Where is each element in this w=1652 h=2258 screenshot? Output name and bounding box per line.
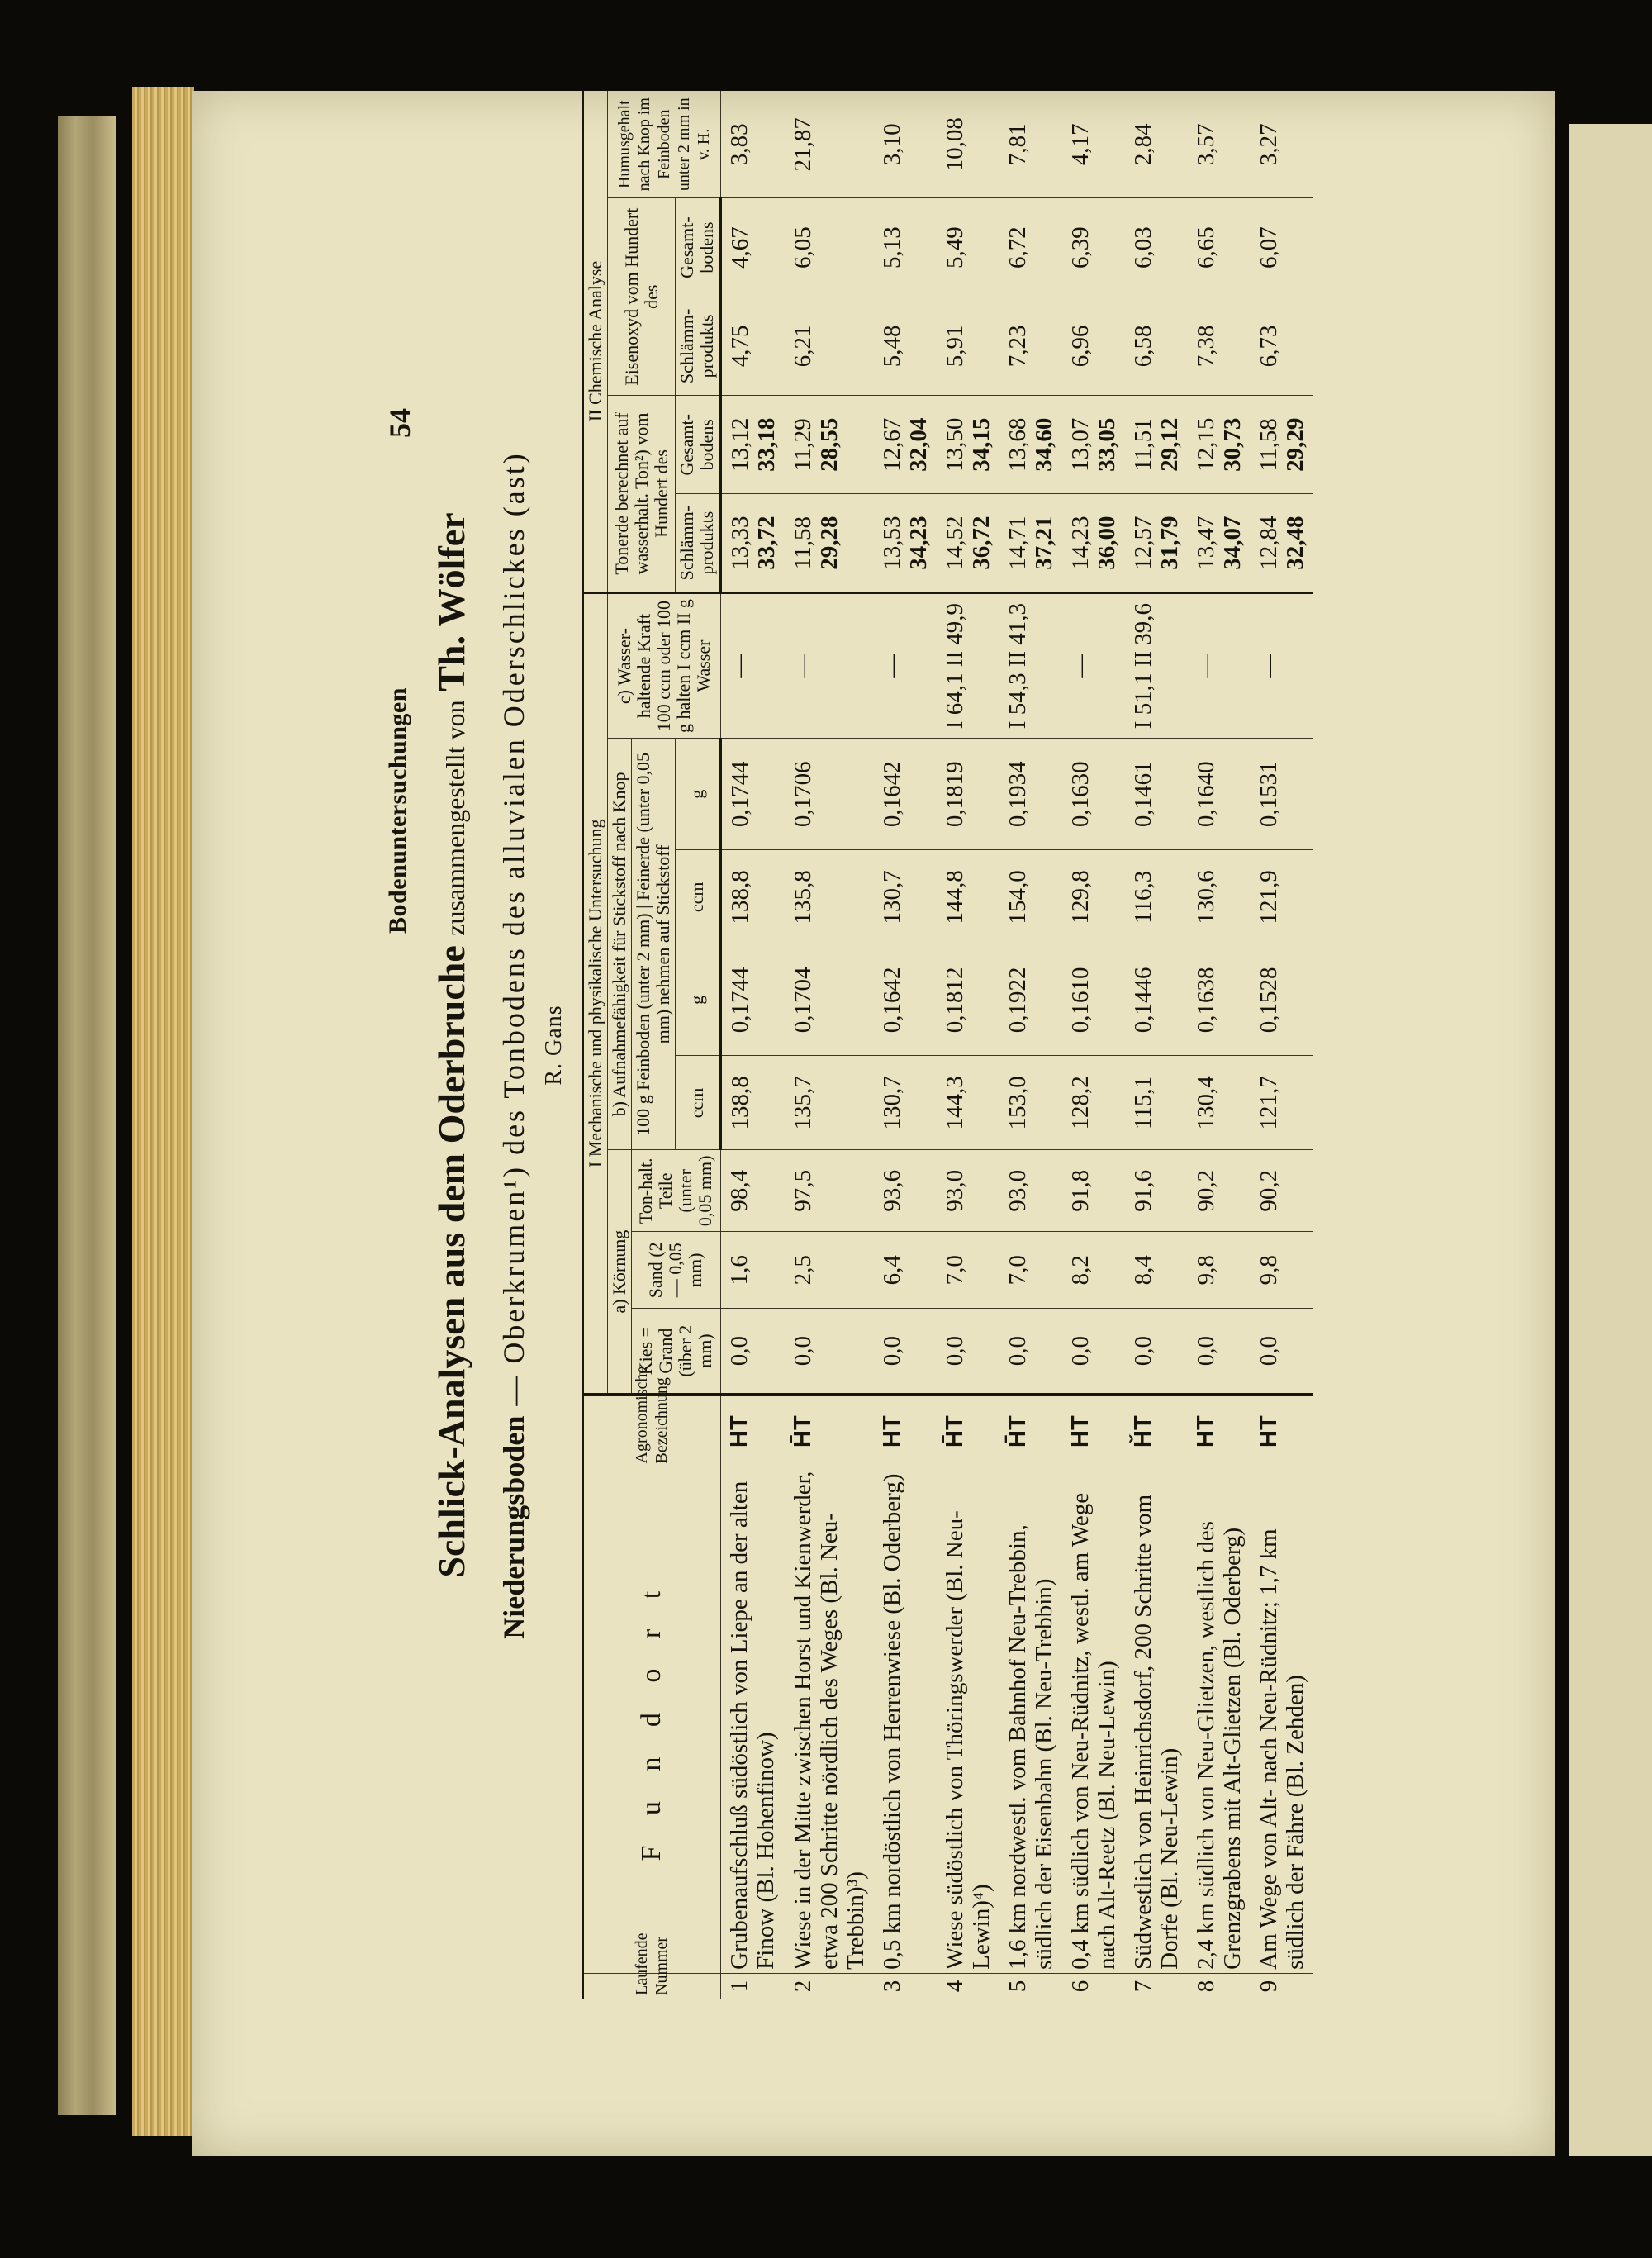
page-number: 54 <box>383 408 416 438</box>
eisen-gesamt-cell: 4,67 <box>720 198 785 297</box>
tonerde-schlamm-cell-bold-value: 34,07 <box>1219 516 1246 570</box>
rotated-page-content <box>376 91 1652 1999</box>
feinboden-g-cell: 0,1528 <box>1251 944 1313 1056</box>
feinboden-ccm-cell: 144,3 <box>937 1056 999 1150</box>
kies-cell: 0,0 <box>1188 1309 1251 1395</box>
tonerde-schlamm-cell <box>1251 494 1313 592</box>
row-number: 1 <box>720 1973 785 1999</box>
tonerde-gesamt-cell-value: 11,29 <box>790 418 816 472</box>
humus-cell: 3,27 <box>1251 91 1313 198</box>
fundort-cell: Wiese in der Mitte zwischen Horst und Kienwerder, etwa 200 Schritte nördlich des Weges (Bl. Neu-Trebbin)³) <box>785 1467 874 1973</box>
bezeichnung-cell: H̄T <box>999 1395 1062 1467</box>
tonerde-gesamt-cell <box>1251 396 1313 494</box>
col-humus: Humusgehalt nach Knop im Feinboden unter 2 mm in v. H. <box>608 91 721 198</box>
ton-cell: 93,6 <box>874 1150 937 1232</box>
feinerde-ccm-cell: 121,9 <box>1251 850 1313 944</box>
analysis-table <box>582 91 1313 1999</box>
page-subtitle <box>496 91 531 1999</box>
tonerde-gesamt-cell <box>1125 396 1188 494</box>
tonerde-gesamt-cell-value: 13,68 <box>1004 417 1031 472</box>
tonerde-schlamm-cell-bold-value: 31,79 <box>1156 516 1183 570</box>
tonerde-gesamt-cell-value: 13,50 <box>942 417 968 472</box>
row-number: 6 <box>1062 1973 1125 1999</box>
humus-cell: 10,08 <box>937 91 999 198</box>
row-number: 7 <box>1125 1973 1188 1999</box>
aufnahme-nehmen: nehmen auf <box>653 920 673 1005</box>
tonerde-gesamt-cell-bold-value: 33,18 <box>753 417 780 472</box>
tonerde-gesamt-cell-value: 13,07 <box>1067 417 1094 472</box>
humus-cell: 4,17 <box>1062 91 1125 198</box>
tonerde-gesamt-cell-value: 11,51 <box>1130 418 1156 472</box>
kies-cell: 0,0 <box>999 1309 1062 1395</box>
feinerde-ccm-cell: 129,8 <box>1062 850 1125 944</box>
subgroup-eisenoxyd: Eisenoxyd vom Hundert des <box>608 198 676 396</box>
row-number: 5 <box>999 1973 1062 1999</box>
tonerde-schlamm-cell-value: 13,33 <box>727 516 753 570</box>
wasser-cell: — <box>720 592 785 739</box>
tonerde-schlamm-cell-bold-value: 34,23 <box>905 516 932 570</box>
book-spine <box>132 87 194 2136</box>
feinboden-g-cell: 0,1744 <box>720 944 785 1056</box>
wasser-sub: 100 ccm oder 100 g halten I ccm II g Wasser <box>653 599 714 733</box>
title-author: Th. Wölfer <box>430 512 472 692</box>
humus-cell: 3,83 <box>720 91 785 198</box>
wasser-cell: I 51,1 II 39,6 <box>1125 592 1188 739</box>
sand-cell: 8,2 <box>1062 1232 1125 1309</box>
aufnahme-feinerde: Feinerde (unter 0,05 mm) <box>633 752 673 1044</box>
row-number: 9 <box>1251 1973 1313 1999</box>
eisen-schlamm-cell: 7,23 <box>999 297 1062 395</box>
tonerde-schlamm-cell <box>937 494 999 592</box>
bezeichnung-cell: HT <box>874 1395 937 1467</box>
row-number: 2 <box>785 1973 874 1999</box>
tonerde-schlamm-cell <box>999 494 1062 592</box>
feinboden-g-cell: 0,1638 <box>1188 944 1251 1056</box>
col-fb-ccm: ccm <box>676 1056 721 1150</box>
subgroup-aufnahme: b) Aufnahmefähigkeit für Stickstoff nach Knop <box>608 739 632 1150</box>
tonerde-schlamm-cell-value: 11,58 <box>790 516 816 570</box>
tonerde-schlamm-cell-value: 14,23 <box>1067 516 1094 570</box>
page-title <box>430 91 473 1999</box>
feinboden-g-cell: 0,1704 <box>785 944 874 1056</box>
table-row <box>1188 91 1251 1999</box>
tonerde-gesamt-cell-bold-value: 29,12 <box>1156 417 1183 472</box>
subtitle-rest: — Oberkrumen¹) des Tonbodens des alluvialen Oderschlickes (ast) <box>497 451 530 1406</box>
col-eisen-schlamm: Schlämm-produkts <box>676 297 721 395</box>
row-number: 4 <box>937 1973 999 1999</box>
wasser-cell: — <box>1062 592 1125 739</box>
feinerde-g-cell: 0,1531 <box>1251 739 1313 850</box>
tonerde-gesamt-cell-bold-value: 28,55 <box>816 417 843 472</box>
analyst: R. Gans <box>541 1005 567 1086</box>
wasser-cell: I 64,1 II 49,9 <box>937 592 999 739</box>
humus-cell: 7,81 <box>999 91 1062 198</box>
feinerde-ccm-cell: 130,7 <box>874 850 937 944</box>
sand-cell: 7,0 <box>999 1232 1062 1309</box>
col-agronomische-bezeichnung: Agronomische Bezeichnung <box>583 1395 720 1467</box>
subgroup-koernung: a) Körnung <box>608 1150 632 1395</box>
title-small: zusammengestellt von <box>440 700 470 936</box>
ton-cell: 93,0 <box>999 1150 1062 1232</box>
tonerde-gesamt-cell-bold-value: 30,73 <box>1219 417 1246 472</box>
feinerde-ccm-cell: 154,0 <box>999 850 1062 944</box>
tonerde-schlamm-cell <box>1188 494 1251 592</box>
table-row <box>785 91 874 1999</box>
tonerde-gesamt-cell-value: 13,12 <box>727 417 753 472</box>
kies-cell: 0,0 <box>1125 1309 1188 1395</box>
feinerde-g-cell: 0,1744 <box>720 739 785 850</box>
feinerde-g-cell: 0,1461 <box>1125 739 1188 850</box>
sand-cell: 7,0 <box>937 1232 999 1309</box>
eisen-schlamm-cell: 6,21 <box>785 297 874 395</box>
eisen-schlamm-cell: 6,73 <box>1251 297 1313 395</box>
col-fe-ccm: ccm <box>676 850 721 944</box>
tonerde-gesamt-cell-bold-value: 32,04 <box>905 417 932 472</box>
ton-cell: 90,2 <box>1251 1150 1313 1232</box>
row-number: 3 <box>874 1973 937 1999</box>
col-tonhalt: Ton-halt. Teile (unter 0,05 mm) <box>632 1150 721 1232</box>
feinboden-ccm-cell: 138,8 <box>720 1056 785 1150</box>
eisen-gesamt-cell: 6,07 <box>1251 198 1313 297</box>
feinerde-g-cell: 0,1630 <box>1062 739 1125 850</box>
wasser-cell: — <box>785 592 874 739</box>
feinboden-g-cell: 0,1922 <box>999 944 1062 1056</box>
tonerde-schlamm-cell-bold-value: 29,28 <box>816 516 843 570</box>
tonerde-schlamm-cell <box>1062 494 1125 592</box>
tonerde-gesamt-cell-bold-value: 33,05 <box>1094 417 1120 472</box>
book-page-edges <box>58 116 116 2115</box>
kies-cell: 0,0 <box>1251 1309 1313 1395</box>
feinerde-ccm-cell: 138,8 <box>720 850 785 944</box>
sand-cell: 6,4 <box>874 1232 937 1309</box>
running-head: Bodenuntersuchungen <box>384 687 411 934</box>
sand-cell: 9,8 <box>1188 1232 1251 1309</box>
feinerde-g-cell: 0,1819 <box>937 739 999 850</box>
tonerde-gesamt-cell-value: 12,67 <box>879 417 905 472</box>
tonerde-schlamm-cell <box>785 494 874 592</box>
ton-cell: 93,0 <box>937 1150 999 1232</box>
col-laufende-nummer: Laufende Nummer <box>583 1973 720 1999</box>
fundort-cell: 1,6 km nordwestl. vom Bahnhof Neu-Trebbin, südlich der Eisenbahn (Bl. Neu-Trebbin) <box>999 1467 1062 1973</box>
fundort-cell: Südwestlich von Heinrichsdorf, 200 Schritte vom Dorfe (Bl. Neu-Lewin) <box>1125 1467 1188 1973</box>
aufnahme-stickstoff: Stickstoff <box>653 844 673 915</box>
feinerde-ccm-cell: 144,8 <box>937 850 999 944</box>
title-bold: Schlick-Analysen aus dem Oderbruche <box>430 945 472 1578</box>
col-kies: Kies = Grand (über 2 mm) <box>632 1309 721 1395</box>
feinboden-ccm-cell: 135,7 <box>785 1056 874 1150</box>
aufnahme-sub: 100 g Feinboden (unter 2 mm) | Feinerde (unter 0,05 mm) nehmen auf Stickstoff <box>632 739 676 1150</box>
bezeichnung-cell: HT <box>1188 1395 1251 1467</box>
wasser-cell: — <box>874 592 937 739</box>
subtitle-bold: Niederungsboden <box>497 1415 530 1639</box>
feinboden-ccm-cell: 130,4 <box>1188 1056 1251 1150</box>
tonerde-gesamt-cell-value: 12,15 <box>1193 417 1219 472</box>
tonerde-gesamt-cell-bold-value: 34,15 <box>968 417 995 472</box>
col-sand: Sand (2— 0,05 mm) <box>632 1232 721 1309</box>
sand-cell: 2,5 <box>785 1232 874 1309</box>
tonerde-schlamm-cell-value: 12,57 <box>1130 516 1156 570</box>
bezeichnung-cell: H̄T <box>785 1395 874 1467</box>
aufnahme-feinboden: Feinboden (unter 2 mm) <box>633 913 653 1091</box>
ton-cell: 98,4 <box>720 1150 785 1232</box>
aufnahme-100g: 100 g <box>633 1095 653 1136</box>
tonerde-schlamm-cell <box>1125 494 1188 592</box>
ton-cell: 91,8 <box>1062 1150 1125 1232</box>
tonerde-schlamm-cell-value: 12,84 <box>1256 516 1282 570</box>
bezeichnung-cell: HT <box>1062 1395 1125 1467</box>
wasser-cell: — <box>1188 592 1251 739</box>
tonerde-schlamm-cell-bold-value: 36,72 <box>968 516 995 570</box>
eisen-gesamt-cell: 6,65 <box>1188 198 1251 297</box>
feinboden-g-cell: 0,1446 <box>1125 944 1188 1056</box>
fundort-cell: Wiese südöstlich von Thöringswerder (Bl. Neu-Lewin)⁴) <box>937 1467 999 1973</box>
group-chemische: II Chemische Analyse <box>583 91 608 592</box>
tonerde-schlamm-cell <box>720 494 785 592</box>
col-tonerde-gesamt: Gesamt-bodens <box>676 396 721 494</box>
bezeichnung-cell: ȞT <box>1125 1395 1188 1467</box>
tonerde-schlamm-cell-bold-value: 37,21 <box>1031 516 1057 570</box>
fundort-cell: 0,4 km südlich von Neu-Rüdnitz, westl. am Wege nach Alt-Reetz (Bl. Neu-Lewin) <box>1062 1467 1125 1973</box>
kies-cell: 0,0 <box>937 1309 999 1395</box>
tonerde-schlamm-cell-bold-value: 36,00 <box>1094 516 1120 570</box>
tonerde-gesamt-cell <box>937 396 999 494</box>
eisen-gesamt-cell: 5,49 <box>937 198 999 297</box>
feinerde-g-cell: 0,1640 <box>1188 739 1251 850</box>
wasser-cell: I 54,3 II 41,3 <box>999 592 1062 739</box>
sand-cell: 9,8 <box>1251 1232 1313 1309</box>
tonerde-schlamm-cell-value: 13,47 <box>1193 516 1219 570</box>
kies-cell: 0,0 <box>785 1309 874 1395</box>
table-body <box>720 91 1313 1999</box>
col-fe-g: g <box>676 739 721 850</box>
feinboden-g-cell: 0,1812 <box>937 944 999 1056</box>
eisen-gesamt-cell: 6,39 <box>1062 198 1125 297</box>
table-row <box>1125 91 1188 1999</box>
humus-cell: 3,10 <box>874 91 937 198</box>
eisen-schlamm-cell: 5,91 <box>937 297 999 395</box>
tonerde-gesamt-cell-bold-value: 34,60 <box>1031 417 1057 472</box>
tonerde-gesamt-cell <box>720 396 785 494</box>
fundort-cell: 2,4 km südlich von Neu-Glietzen, westlich des Grenzgrabens mit Alt-Glietzen (Bl. Oderberg) <box>1188 1467 1251 1973</box>
wasser-title: c) Wasser-haltende Kraft <box>613 613 654 719</box>
tonerde-schlamm-cell <box>874 494 937 592</box>
feinerde-ccm-cell: 116,3 <box>1125 850 1188 944</box>
title-block <box>425 91 567 1999</box>
bezeichnung-cell: HT <box>1251 1395 1313 1467</box>
table-row <box>874 91 937 1999</box>
kies-cell: 0,0 <box>874 1309 937 1395</box>
tonerde-schlamm-cell-bold-value: 32,48 <box>1282 516 1308 570</box>
feinboden-g-cell: 0,1610 <box>1062 944 1125 1056</box>
ton-cell: 90,2 <box>1188 1150 1251 1232</box>
col-eisen-gesamt: Gesamt-bodens <box>676 198 721 297</box>
col-fundort: F u n d o r t <box>583 1467 720 1973</box>
page-header <box>376 91 425 1999</box>
group-mechanische: I Mechanische und physikalische Untersuchung <box>583 592 608 1394</box>
eisen-schlamm-cell: 6,58 <box>1125 297 1188 395</box>
humus-cell: 2,84 <box>1125 91 1188 198</box>
sand-cell: 8,4 <box>1125 1232 1188 1309</box>
feinerde-g-cell: 0,1706 <box>785 739 874 850</box>
table-row <box>1062 91 1125 1999</box>
fundort-cell: Am Wege von Alt- nach Neu-Rüdnitz; 1,7 km südlich der Fähre (Bl. Zehden) <box>1251 1467 1313 1973</box>
fundort-cell: Grubenaufschluß südöstlich von Liepe an der alten Finow (Bl. Hohenfinow) <box>720 1467 785 1973</box>
feinerde-g-cell: 0,1934 <box>999 739 1062 850</box>
tonerde-gesamt-cell-bold-value: 29,29 <box>1282 417 1308 472</box>
fundort-cell: 0,5 km nordöstlich von Herrenwiese (Bl. Oderberg) <box>874 1467 937 1973</box>
wasser-cell: — <box>1251 592 1313 739</box>
tonerde-gesamt-cell <box>1188 396 1251 494</box>
subgroup-wasser <box>608 592 721 739</box>
feinboden-ccm-cell: 115,1 <box>1125 1056 1188 1150</box>
eisen-gesamt-cell: 6,05 <box>785 198 874 297</box>
ton-cell: 91,6 <box>1125 1150 1188 1232</box>
table-row <box>720 91 785 1999</box>
feinboden-ccm-cell: 153,0 <box>999 1056 1062 1150</box>
subgroup-tonerde: Tonerde berechnet auf wasserhalt. Ton²) vom Hundert des <box>608 396 676 593</box>
eisen-schlamm-cell: 6,96 <box>1062 297 1125 395</box>
feinboden-ccm-cell: 130,7 <box>874 1056 937 1150</box>
kies-cell: 0,0 <box>1062 1309 1125 1395</box>
feinboden-ccm-cell: 121,7 <box>1251 1056 1313 1150</box>
bezeichnung-cell: HT <box>720 1395 785 1467</box>
eisen-gesamt-cell: 6,03 <box>1125 198 1188 297</box>
humus-cell: 21,87 <box>785 91 874 198</box>
table-row <box>937 91 999 1999</box>
table-row <box>999 91 1062 1999</box>
feinboden-ccm-cell: 128,2 <box>1062 1056 1125 1150</box>
feinerde-g-cell: 0,1642 <box>874 739 937 850</box>
row-number: 8 <box>1188 1973 1251 1999</box>
tonerde-gesamt-cell <box>874 396 937 494</box>
col-fb-g: g <box>676 944 721 1056</box>
eisen-gesamt-cell: 6,72 <box>999 198 1062 297</box>
tonerde-gesamt-cell <box>1062 396 1125 494</box>
tonerde-gesamt-cell <box>999 396 1062 494</box>
tonerde-gesamt-cell <box>785 396 874 494</box>
kies-cell: 0,0 <box>720 1309 785 1395</box>
eisen-gesamt-cell: 5,13 <box>874 198 937 297</box>
eisen-schlamm-cell: 7,38 <box>1188 297 1251 395</box>
sand-cell: 1,6 <box>720 1232 785 1309</box>
tonerde-schlamm-cell-value: 14,71 <box>1004 516 1031 570</box>
tonerde-schlamm-cell-bold-value: 33,72 <box>753 516 780 570</box>
ton-cell: 97,5 <box>785 1150 874 1232</box>
tonerde-schlamm-cell-value: 13,53 <box>879 516 905 570</box>
bezeichnung-cell: H̄T <box>937 1395 999 1467</box>
table-row <box>1251 91 1313 1999</box>
feinerde-ccm-cell: 130,6 <box>1188 850 1251 944</box>
feinerde-ccm-cell: 135,8 <box>785 850 874 944</box>
col-tonerde-schlamm: Schlämm-produkts <box>676 494 721 592</box>
tonerde-gesamt-cell-value: 11,58 <box>1256 418 1282 472</box>
humus-cell: 3,57 <box>1188 91 1251 198</box>
tonerde-schlamm-cell-value: 14,52 <box>942 516 968 570</box>
feinboden-g-cell: 0,1642 <box>874 944 937 1056</box>
eisen-schlamm-cell: 4,75 <box>720 297 785 395</box>
eisen-schlamm-cell: 5,48 <box>874 297 937 395</box>
